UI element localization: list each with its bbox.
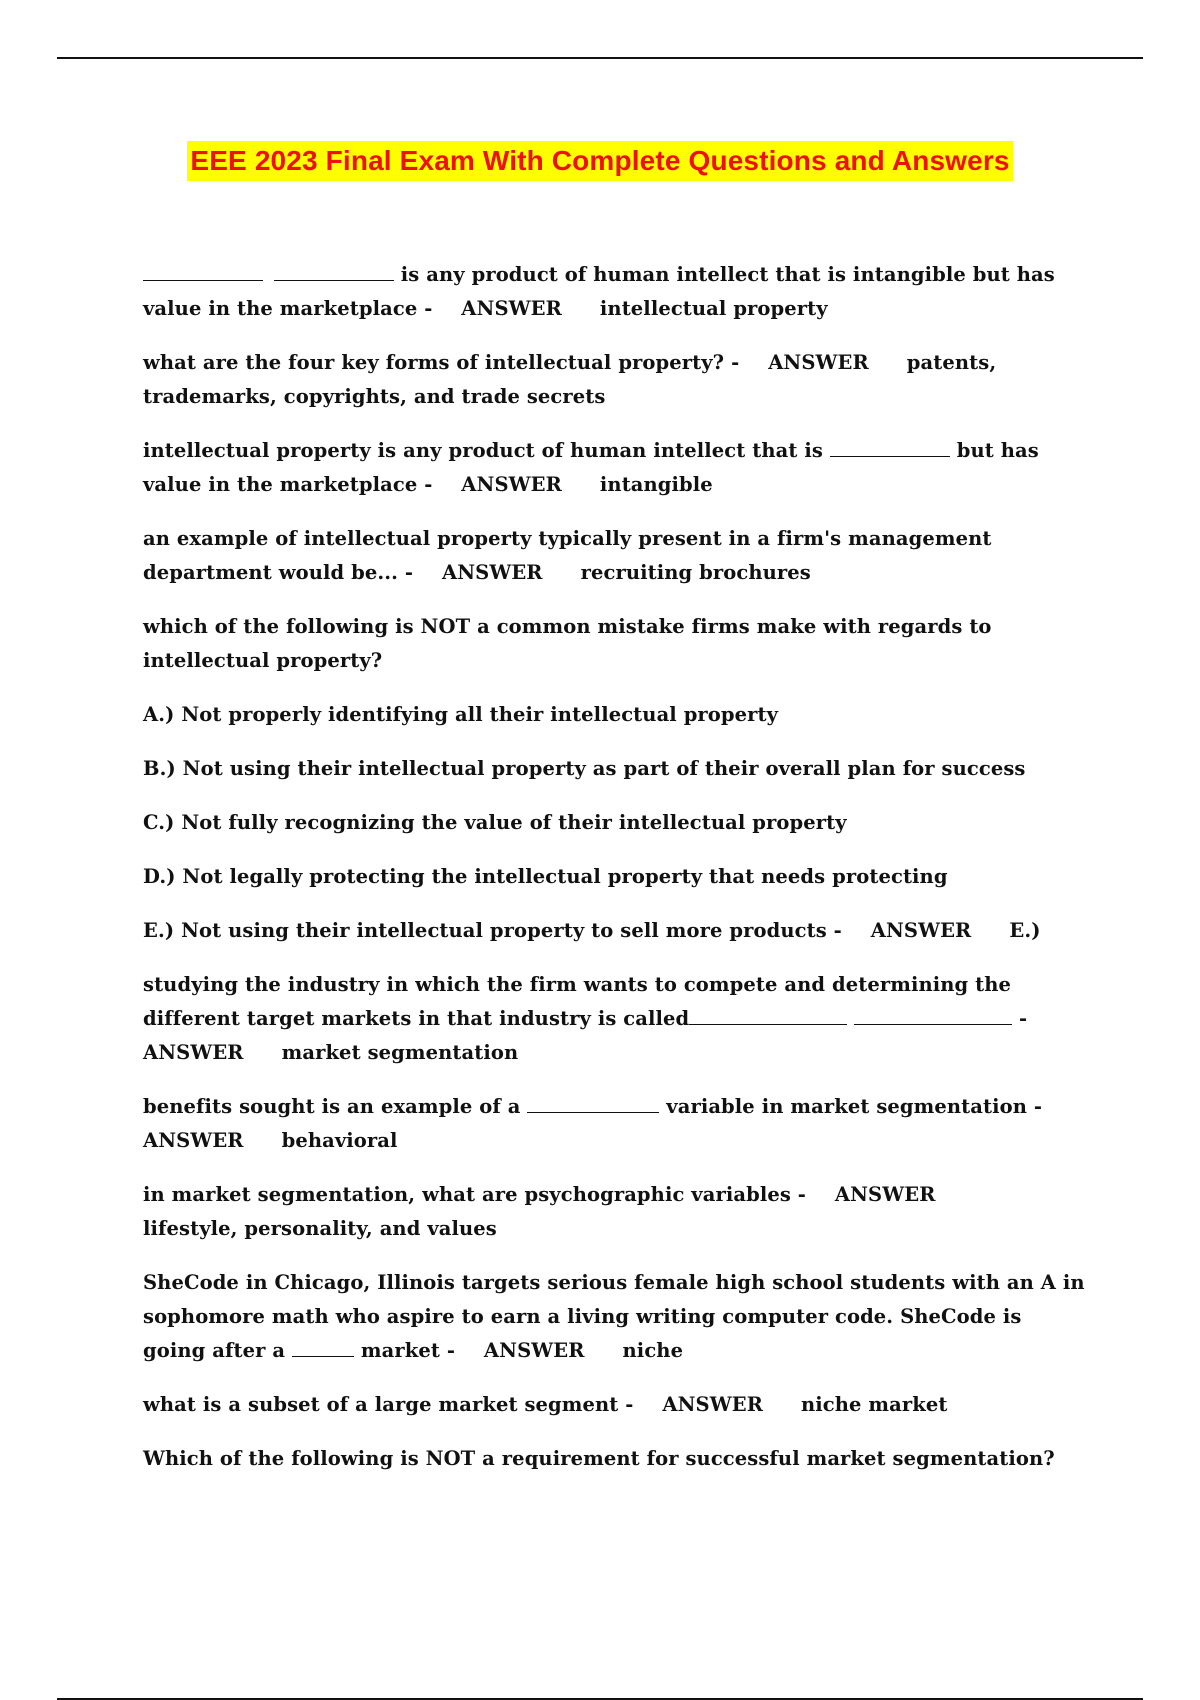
question-text: which of the following is NOT a common mistake firms make with regards to intellectual property?	[143, 615, 992, 672]
top-rule	[57, 57, 1143, 59]
answer-label: ANSWER	[662, 1393, 763, 1416]
answer-text: E.)	[1009, 919, 1041, 942]
answer-text: niche market	[801, 1393, 948, 1416]
qa-item-1	[143, 258, 1088, 326]
option-c	[143, 806, 1088, 840]
question-text: Which of the following is NOT a requirement for successful market segmentation?	[143, 1447, 1055, 1470]
answer-text: behavioral	[281, 1129, 398, 1152]
question-text: studying the industry in which the firm wants to compete and determining the different target markets in that industry is called	[143, 973, 1012, 1030]
qa-item-2	[143, 346, 1088, 414]
fill-blank	[527, 1092, 659, 1113]
question-text: what is a subset of a large market segment -	[143, 1393, 634, 1416]
fill-blank	[830, 436, 950, 457]
answer-label: ANSWER	[461, 297, 562, 320]
answer-text: niche	[622, 1339, 684, 1362]
question-text: but has value in the marketplace -	[143, 439, 1039, 496]
qa-item-6	[143, 968, 1088, 1070]
option-d	[143, 860, 1088, 894]
question-text: SheCode in Chicago, Illinois targets serious female high school students with an A in sophomore math who aspire to earn a living writing computer code. SheCode is going after a	[143, 1271, 1085, 1362]
option-text: D.) Not legally protecting the intellectual property that needs protecting	[143, 865, 948, 888]
option-a	[143, 698, 1088, 732]
question-text: intellectual property is any product of human intellect that is	[143, 439, 830, 462]
answer-text: patents, trademarks, copyrights, and trade secrets	[143, 351, 997, 408]
page-title: EEE 2023 Final Exam With Complete Questions and Answers	[187, 141, 1012, 181]
qa-item-9	[143, 1266, 1088, 1368]
fill-blank	[274, 260, 394, 281]
question-text: is any product of human intellect that is intangible but has value in the marketplace -	[143, 263, 1055, 320]
question-text: benefits sought is an example of a	[143, 1095, 528, 1118]
answer-label: ANSWER	[143, 1041, 244, 1064]
answer-label: ANSWER	[461, 473, 562, 496]
option-b	[143, 752, 1088, 786]
fill-blank	[143, 260, 263, 281]
answer-text: recruiting brochures	[580, 561, 811, 584]
qa-item-8	[143, 1178, 1088, 1246]
question-text: what are the four key forms of intellectual property? -	[143, 351, 740, 374]
fill-blank	[854, 1004, 1012, 1025]
option-e	[143, 914, 1088, 948]
option-text: E.) Not using their intellectual property to sell more products -	[143, 919, 842, 942]
answer-text: lifestyle, personality, and values	[143, 1217, 497, 1240]
fill-blank	[689, 1004, 847, 1025]
question-text: variable in market segmentation -	[659, 1095, 1043, 1118]
answer-text: intellectual property	[599, 297, 828, 320]
answer-label: ANSWER	[483, 1339, 585, 1362]
answer-label: ANSWER	[768, 351, 869, 374]
question-text: -	[1012, 1007, 1028, 1030]
qa-item-7	[143, 1090, 1088, 1158]
qa-item-4	[143, 522, 1088, 590]
answer-label: ANSWER	[834, 1183, 936, 1206]
answer-text: market segmentation	[281, 1041, 519, 1064]
option-text: B.) Not using their intellectual property as part of their overall plan for success	[143, 757, 1026, 780]
answer-label: ANSWER	[442, 561, 543, 584]
answer-label: ANSWER	[870, 919, 972, 942]
fill-blank	[292, 1336, 354, 1357]
qa-item-3	[143, 434, 1088, 502]
answer-label: ANSWER	[143, 1129, 244, 1152]
question-text: in market segmentation, what are psychographic variables -	[143, 1183, 807, 1206]
option-text: A.) Not properly identifying all their intellectual property	[143, 703, 779, 726]
question-text: an example of intellectual property typically present in a firm's management department would be... -	[143, 527, 992, 584]
qa-item-11	[143, 1442, 1088, 1476]
answer-text: intangible	[599, 473, 713, 496]
option-text: C.) Not fully recognizing the value of their intellectual property	[143, 811, 847, 834]
qa-item-10	[143, 1388, 1088, 1422]
title-wrap	[0, 141, 1200, 181]
question-text: market -	[353, 1339, 456, 1362]
qa-content	[143, 258, 1088, 1496]
qa-item-5	[143, 610, 1088, 678]
